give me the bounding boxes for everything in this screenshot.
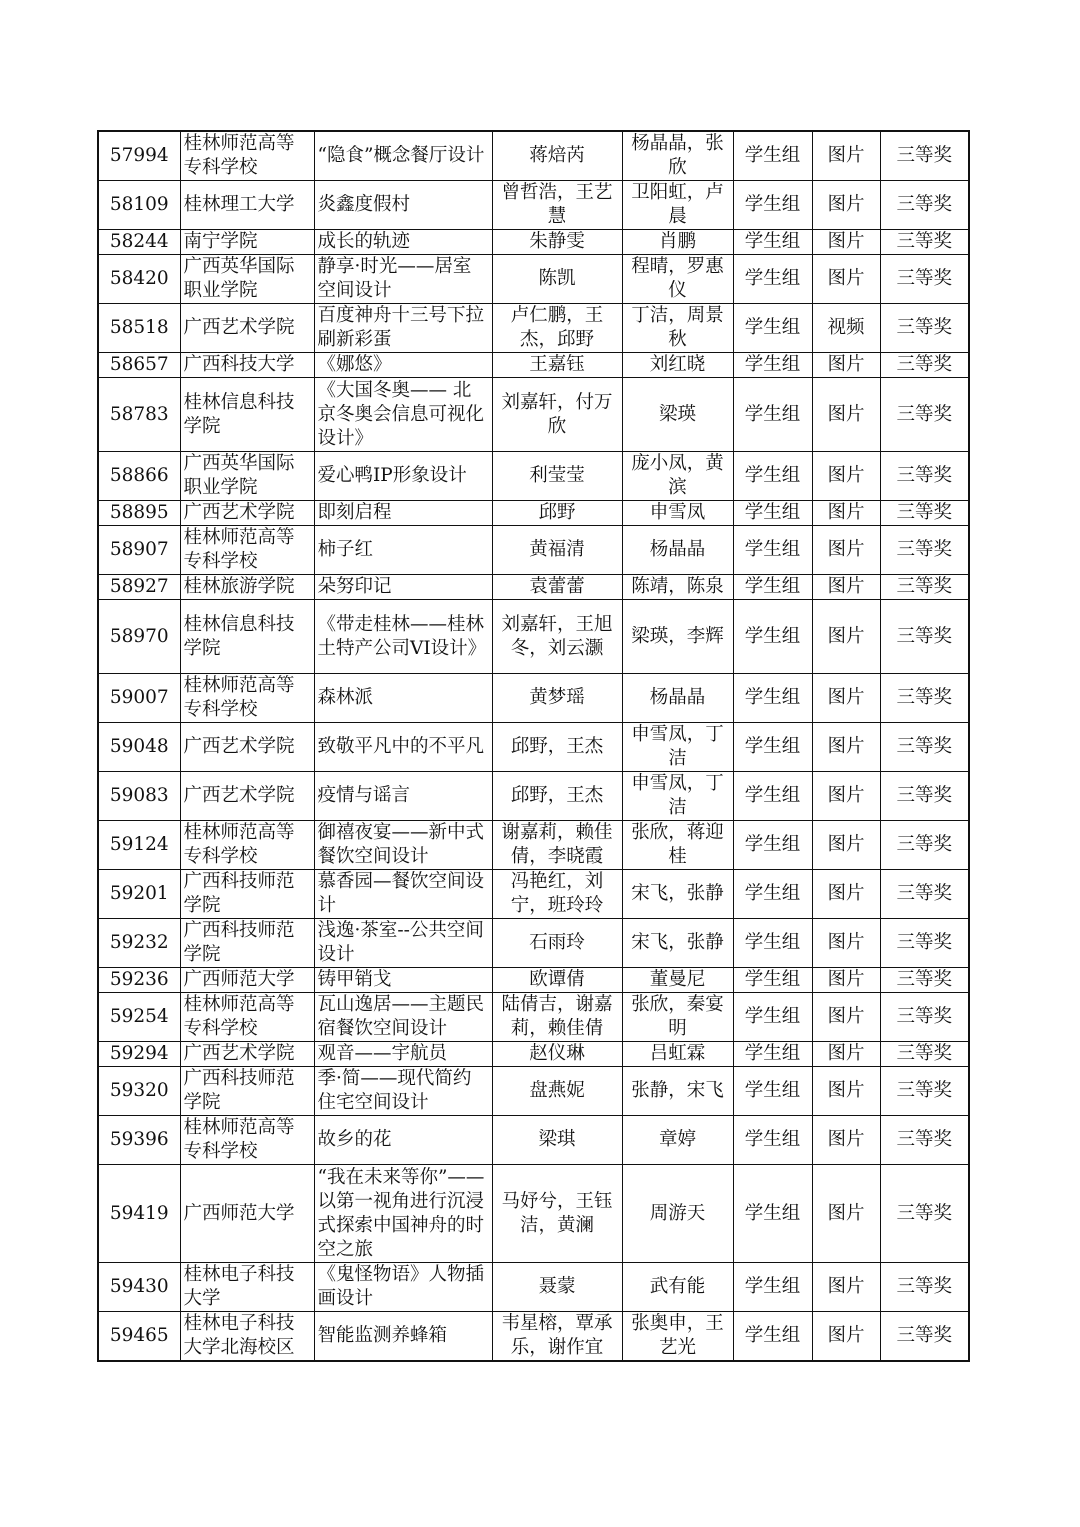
- entry-id-cell: 58907: [98, 526, 180, 575]
- prize-level-cell: 三等奖: [880, 255, 969, 304]
- work-title-cell: 慕香园—餐饮空间设计: [314, 870, 492, 919]
- school-name-cell: 桂林信息科技学院: [180, 600, 314, 674]
- prize-level-cell: 三等奖: [880, 1116, 969, 1165]
- entry-id-cell: 58970: [98, 600, 180, 674]
- prize-level-cell: 三等奖: [880, 526, 969, 575]
- entry-id-cell: 59465: [98, 1312, 180, 1362]
- work-type-cell: 图片: [812, 255, 880, 304]
- work-title-cell: 御禧夜宴——新中式餐饮空间设计: [314, 821, 492, 870]
- student-names-cell: 邱野，王杰: [492, 723, 622, 772]
- work-title-cell: 瓦山逸居——主题民宿餐饮空间设计: [314, 993, 492, 1042]
- work-title-cell: 百度神舟十三号下拉刷新彩蛋: [314, 304, 492, 353]
- table-row: [98, 821, 969, 870]
- work-title-cell: 柿子红: [314, 526, 492, 575]
- student-names-cell: 冯艳红，刘宁，班玲玲: [492, 870, 622, 919]
- school-name-cell: 桂林师范高等专科学校: [180, 993, 314, 1042]
- student-names-cell: 谢嘉莉，赖佳倩，李晓霞: [492, 821, 622, 870]
- work-title-cell: 森林派: [314, 674, 492, 723]
- table-row: [98, 452, 969, 501]
- work-type-cell: 视频: [812, 304, 880, 353]
- group-label-cell: 学生组: [733, 993, 812, 1042]
- group-label-cell: 学生组: [733, 255, 812, 304]
- work-type-cell: 图片: [812, 600, 880, 674]
- teacher-names-cell: 刘红晓: [622, 353, 733, 378]
- prize-level-cell: 三等奖: [880, 723, 969, 772]
- work-type-cell: 图片: [812, 575, 880, 600]
- work-type-cell: 图片: [812, 674, 880, 723]
- student-names-cell: 蒋焙芮: [492, 131, 622, 181]
- student-names-cell: 利莹莹: [492, 452, 622, 501]
- prize-level-cell: 三等奖: [880, 1312, 969, 1362]
- teacher-names-cell: 张欣，秦宴明: [622, 993, 733, 1042]
- group-label-cell: 学生组: [733, 378, 812, 452]
- work-title-cell: 静享·时光——居室空间设计: [314, 255, 492, 304]
- prize-level-cell: 三等奖: [880, 821, 969, 870]
- group-label-cell: 学生组: [733, 181, 812, 230]
- entry-id-cell: 58657: [98, 353, 180, 378]
- teacher-names-cell: 杨晶晶，张欣: [622, 131, 733, 181]
- group-label-cell: 学生组: [733, 600, 812, 674]
- prize-level-cell: 三等奖: [880, 993, 969, 1042]
- group-label-cell: 学生组: [733, 821, 812, 870]
- work-type-cell: 图片: [812, 919, 880, 968]
- prize-level-cell: 三等奖: [880, 452, 969, 501]
- work-title-cell: 观音——宇航员: [314, 1042, 492, 1067]
- table-row: [98, 1165, 969, 1263]
- entry-id-cell: 58518: [98, 304, 180, 353]
- table-row: [98, 1067, 969, 1116]
- school-name-cell: 广西艺术学院: [180, 501, 314, 526]
- prize-level-cell: 三等奖: [880, 230, 969, 255]
- prize-level-cell: 三等奖: [880, 1067, 969, 1116]
- teacher-names-cell: 张欣，蒋迎桂: [622, 821, 733, 870]
- school-name-cell: 桂林师范高等专科学校: [180, 1116, 314, 1165]
- work-title-cell: 成长的轨迹: [314, 230, 492, 255]
- work-title-cell: 爱心鸭IP形象设计: [314, 452, 492, 501]
- teacher-names-cell: 肖鹏: [622, 230, 733, 255]
- work-type-cell: 图片: [812, 501, 880, 526]
- work-type-cell: 图片: [812, 993, 880, 1042]
- teacher-names-cell: 周游天: [622, 1165, 733, 1263]
- work-title-cell: 铸甲销戈: [314, 968, 492, 993]
- table-row: [98, 919, 969, 968]
- student-names-cell: 刘嘉轩，付万欣: [492, 378, 622, 452]
- table-row: [98, 723, 969, 772]
- group-label-cell: 学生组: [733, 1042, 812, 1067]
- work-title-cell: 季·简——现代简约住宅空间设计: [314, 1067, 492, 1116]
- entry-id-cell: 59294: [98, 1042, 180, 1067]
- group-label-cell: 学生组: [733, 131, 812, 181]
- prize-level-cell: 三等奖: [880, 501, 969, 526]
- group-label-cell: 学生组: [733, 870, 812, 919]
- prize-level-cell: 三等奖: [880, 131, 969, 181]
- table-row: [98, 993, 969, 1042]
- school-name-cell: 南宁学院: [180, 230, 314, 255]
- school-name-cell: 广西师范大学: [180, 1165, 314, 1263]
- student-names-cell: 盘燕妮: [492, 1067, 622, 1116]
- entry-id-cell: 59236: [98, 968, 180, 993]
- table-row: [98, 575, 969, 600]
- group-label-cell: 学生组: [733, 674, 812, 723]
- work-type-cell: 图片: [812, 181, 880, 230]
- work-title-cell: 浅逸·茶室--公共空间设计: [314, 919, 492, 968]
- student-names-cell: 黄梦瑶: [492, 674, 622, 723]
- group-label-cell: 学生组: [733, 575, 812, 600]
- entry-id-cell: 59083: [98, 772, 180, 821]
- student-names-cell: 梁琪: [492, 1116, 622, 1165]
- school-name-cell: 桂林师范高等专科学校: [180, 526, 314, 575]
- teacher-names-cell: 武有能: [622, 1263, 733, 1312]
- group-label-cell: 学生组: [733, 1067, 812, 1116]
- teacher-names-cell: 程晴，罗惠仪: [622, 255, 733, 304]
- table-row: [98, 255, 969, 304]
- work-title-cell: 疫情与谣言: [314, 772, 492, 821]
- teacher-names-cell: 董曼尼: [622, 968, 733, 993]
- work-type-cell: 图片: [812, 1312, 880, 1362]
- school-name-cell: 广西艺术学院: [180, 723, 314, 772]
- student-names-cell: 袁蕾蕾: [492, 575, 622, 600]
- school-name-cell: 广西艺术学院: [180, 1042, 314, 1067]
- table-row: [98, 353, 969, 378]
- entry-id-cell: 59419: [98, 1165, 180, 1263]
- entry-id-cell: 59254: [98, 993, 180, 1042]
- group-label-cell: 学生组: [733, 1263, 812, 1312]
- teacher-names-cell: 杨晶晶: [622, 674, 733, 723]
- prize-level-cell: 三等奖: [880, 870, 969, 919]
- group-label-cell: 学生组: [733, 723, 812, 772]
- prize-level-cell: 三等奖: [880, 968, 969, 993]
- work-title-cell: 智能监测养蜂箱: [314, 1312, 492, 1362]
- group-label-cell: 学生组: [733, 501, 812, 526]
- group-label-cell: 学生组: [733, 1116, 812, 1165]
- work-type-cell: 图片: [812, 1263, 880, 1312]
- student-names-cell: 邱野: [492, 501, 622, 526]
- student-names-cell: 马妤兮，王钰洁，黄澜: [492, 1165, 622, 1263]
- prize-level-cell: 三等奖: [880, 181, 969, 230]
- work-type-cell: 图片: [812, 1042, 880, 1067]
- prize-level-cell: 三等奖: [880, 772, 969, 821]
- teacher-names-cell: 陈靖，陈泉: [622, 575, 733, 600]
- table-row: [98, 378, 969, 452]
- school-name-cell: 广西科技师范学院: [180, 1067, 314, 1116]
- table-row: [98, 674, 969, 723]
- prize-level-cell: 三等奖: [880, 304, 969, 353]
- entry-id-cell: 59430: [98, 1263, 180, 1312]
- table-row: [98, 230, 969, 255]
- work-type-cell: 图片: [812, 870, 880, 919]
- work-type-cell: 图片: [812, 230, 880, 255]
- work-type-cell: 图片: [812, 353, 880, 378]
- student-names-cell: 欧谭倩: [492, 968, 622, 993]
- school-name-cell: 桂林电子科技大学北海校区: [180, 1312, 314, 1362]
- student-names-cell: 曾哲浩，王艺慧: [492, 181, 622, 230]
- group-label-cell: 学生组: [733, 353, 812, 378]
- group-label-cell: 学生组: [733, 919, 812, 968]
- student-names-cell: 聂蒙: [492, 1263, 622, 1312]
- school-name-cell: 桂林师范高等专科学校: [180, 674, 314, 723]
- table-row: [98, 131, 969, 181]
- school-name-cell: 桂林信息科技学院: [180, 378, 314, 452]
- teacher-names-cell: 庞小凤，黄滨: [622, 452, 733, 501]
- entry-id-cell: 58244: [98, 230, 180, 255]
- group-label-cell: 学生组: [733, 304, 812, 353]
- work-type-cell: 图片: [812, 1116, 880, 1165]
- school-name-cell: 广西科技师范学院: [180, 870, 314, 919]
- teacher-names-cell: 杨晶晶: [622, 526, 733, 575]
- table-row: [98, 870, 969, 919]
- work-title-cell: 《娜悠》: [314, 353, 492, 378]
- table-row: [98, 526, 969, 575]
- table-row: [98, 1312, 969, 1362]
- work-type-cell: 图片: [812, 772, 880, 821]
- work-type-cell: 图片: [812, 526, 880, 575]
- work-type-cell: 图片: [812, 1165, 880, 1263]
- student-names-cell: 黄福清: [492, 526, 622, 575]
- group-label-cell: 学生组: [733, 968, 812, 993]
- work-title-cell: “隐食”概念餐厅设计: [314, 131, 492, 181]
- student-names-cell: 韦星榕，覃承乐，谢作宜: [492, 1312, 622, 1362]
- school-name-cell: 广西英华国际职业学院: [180, 255, 314, 304]
- table-row: [98, 1042, 969, 1067]
- work-title-cell: 即刻启程: [314, 501, 492, 526]
- prize-level-cell: 三等奖: [880, 1042, 969, 1067]
- entry-id-cell: 58866: [98, 452, 180, 501]
- school-name-cell: 广西科技大学: [180, 353, 314, 378]
- student-names-cell: 刘嘉轩，王旭冬，刘云灏: [492, 600, 622, 674]
- teacher-names-cell: 宋飞，张静: [622, 919, 733, 968]
- entry-id-cell: 58109: [98, 181, 180, 230]
- prize-level-cell: 三等奖: [880, 575, 969, 600]
- group-label-cell: 学生组: [733, 1312, 812, 1362]
- entry-id-cell: 59007: [98, 674, 180, 723]
- work-type-cell: 图片: [812, 131, 880, 181]
- teacher-names-cell: 吕虹霖: [622, 1042, 733, 1067]
- prize-level-cell: 三等奖: [880, 378, 969, 452]
- student-names-cell: 陆倩吉，谢嘉莉，赖佳倩: [492, 993, 622, 1042]
- work-title-cell: 《大国冬奥—— 北京冬奥会信息可视化设计》: [314, 378, 492, 452]
- table-row: [98, 1263, 969, 1312]
- entry-id-cell: 59396: [98, 1116, 180, 1165]
- student-names-cell: 石雨玲: [492, 919, 622, 968]
- school-name-cell: 广西英华国际职业学院: [180, 452, 314, 501]
- entry-id-cell: 59232: [98, 919, 180, 968]
- school-name-cell: 桂林师范高等专科学校: [180, 821, 314, 870]
- work-type-cell: 图片: [812, 452, 880, 501]
- work-title-cell: 《带走桂林——桂林土特产公司VI设计》: [314, 600, 492, 674]
- student-names-cell: 赵仪琳: [492, 1042, 622, 1067]
- teacher-names-cell: 申雪凤，丁洁: [622, 772, 733, 821]
- table-row: [98, 304, 969, 353]
- school-name-cell: 广西艺术学院: [180, 304, 314, 353]
- prize-level-cell: 三等奖: [880, 674, 969, 723]
- work-title-cell: 《鬼怪物语》人物插画设计: [314, 1263, 492, 1312]
- student-names-cell: 邱野，王杰: [492, 772, 622, 821]
- entry-id-cell: 58420: [98, 255, 180, 304]
- entry-id-cell: 59320: [98, 1067, 180, 1116]
- prize-level-cell: 三等奖: [880, 1263, 969, 1312]
- entry-id-cell: 59048: [98, 723, 180, 772]
- entry-id-cell: 58927: [98, 575, 180, 600]
- group-label-cell: 学生组: [733, 452, 812, 501]
- work-title-cell: 炎鑫度假村: [314, 181, 492, 230]
- table-row: [98, 968, 969, 993]
- work-type-cell: 图片: [812, 821, 880, 870]
- work-type-cell: 图片: [812, 723, 880, 772]
- group-label-cell: 学生组: [733, 230, 812, 255]
- prize-level-cell: 三等奖: [880, 1165, 969, 1263]
- school-name-cell: 桂林电子科技大学: [180, 1263, 314, 1312]
- work-title-cell: 致敬平凡中的不平凡: [314, 723, 492, 772]
- work-type-cell: 图片: [812, 968, 880, 993]
- entry-id-cell: 57994: [98, 131, 180, 181]
- school-name-cell: 广西科技师范学院: [180, 919, 314, 968]
- work-title-cell: 朵努印记: [314, 575, 492, 600]
- work-title-cell: “我在未来等你”——以第一视角进行沉浸式探索中国神舟的时空之旅: [314, 1165, 492, 1263]
- entry-id-cell: 58783: [98, 378, 180, 452]
- student-names-cell: 王嘉钰: [492, 353, 622, 378]
- work-type-cell: 图片: [812, 1067, 880, 1116]
- teacher-names-cell: 宋飞，张静: [622, 870, 733, 919]
- entry-id-cell: 58895: [98, 501, 180, 526]
- teacher-names-cell: 章婷: [622, 1116, 733, 1165]
- teacher-names-cell: 梁瑛，李辉: [622, 600, 733, 674]
- table-row: [98, 772, 969, 821]
- table-row: [98, 600, 969, 674]
- table-row: [98, 501, 969, 526]
- group-label-cell: 学生组: [733, 1165, 812, 1263]
- teacher-names-cell: 张奥申，王艺光: [622, 1312, 733, 1362]
- school-name-cell: 桂林师范高等专科学校: [180, 131, 314, 181]
- teacher-names-cell: 丁洁，周景秋: [622, 304, 733, 353]
- teacher-names-cell: 申雪凤，丁洁: [622, 723, 733, 772]
- table-row: [98, 1116, 969, 1165]
- school-name-cell: 广西艺术学院: [180, 772, 314, 821]
- entry-id-cell: 59201: [98, 870, 180, 919]
- prize-level-cell: 三等奖: [880, 919, 969, 968]
- teacher-names-cell: 申雪凤: [622, 501, 733, 526]
- prize-level-cell: 三等奖: [880, 600, 969, 674]
- table-row: [98, 181, 969, 230]
- work-type-cell: 图片: [812, 378, 880, 452]
- teacher-names-cell: 张静，宋飞: [622, 1067, 733, 1116]
- group-label-cell: 学生组: [733, 772, 812, 821]
- school-name-cell: 广西师范大学: [180, 968, 314, 993]
- student-names-cell: 卢仁鹏，王杰，邱野: [492, 304, 622, 353]
- teacher-names-cell: 梁瑛: [622, 378, 733, 452]
- prize-level-cell: 三等奖: [880, 353, 969, 378]
- student-names-cell: 朱静雯: [492, 230, 622, 255]
- teacher-names-cell: 卫阳虹，卢晨: [622, 181, 733, 230]
- entry-id-cell: 59124: [98, 821, 180, 870]
- school-name-cell: 桂林旅游学院: [180, 575, 314, 600]
- work-title-cell: 故乡的花: [314, 1116, 492, 1165]
- group-label-cell: 学生组: [733, 526, 812, 575]
- school-name-cell: 桂林理工大学: [180, 181, 314, 230]
- student-names-cell: 陈凯: [492, 255, 622, 304]
- awards-table: [97, 130, 970, 1362]
- awards-table-body: [98, 131, 969, 1361]
